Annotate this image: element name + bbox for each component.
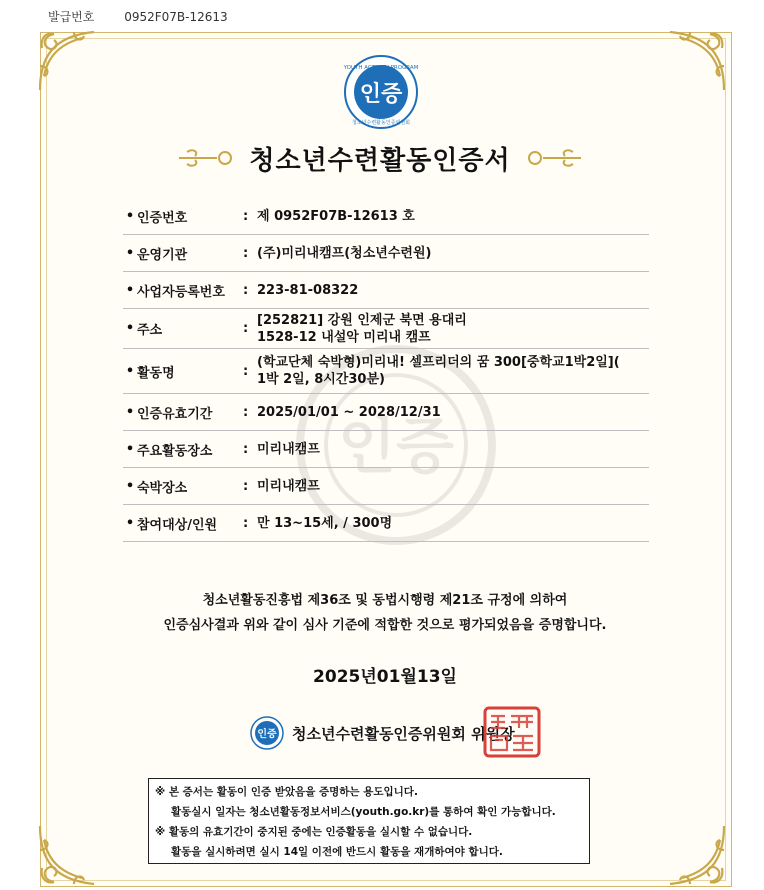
issuer-block [250,715,515,751]
field-value: 미리내캠프 [257,478,320,494]
issue-label: 발급번호 [48,10,95,24]
notice-line: ※ 본 증서는 활동이 인증 받았음을 증명하는 용도입니다. [155,786,418,798]
field-label: 참여대상/인원 [137,517,218,533]
field-colon: : [243,282,249,298]
corner-ornament-icon [660,820,730,890]
field-value: 2025/01/01 ~ 2028/12/31 [257,404,441,420]
certification-logo-icon [343,54,419,130]
field-label: 인증유효기간 [137,406,213,422]
bullet: • [125,441,135,457]
field-colon: : [243,208,249,224]
svg-text:청소년수련활동인증위원회: 청소년수련활동인증위원회 [352,120,410,126]
svg-text:YOUTH ACTIVITY PROGRAM: YOUTH ACTIVITY PROGRAM [343,65,419,71]
notice-line: ※ 활동의 유효기간이 중지된 중에는 인증활동을 실시할 수 없습니다. [155,826,473,838]
field-row-lodging [123,468,649,505]
field-label: 사업자등록번호 [137,284,225,300]
field-colon: : [243,245,249,261]
field-row-address [123,309,649,349]
field-value: (주)미리내캠프(청소년수련원) [257,245,432,261]
certificate-title: 청소년수련활동인증서 [249,145,511,176]
field-row-cert-number [123,198,649,235]
issue-date: 2025년01월13일 [313,667,457,687]
title-ornament-right-icon [523,146,583,170]
bullet: • [125,363,135,379]
bullet: • [125,515,135,531]
field-value: 미리내캠프 [257,441,320,457]
corner-ornament-icon [34,820,104,890]
certification-statement [120,588,650,638]
svg-text:인증: 인증 [257,729,277,740]
field-colon: : [243,515,249,531]
field-value: (학교단체 숙박형)미리내! 셀프리더의 꿈 300[중학교1박2일]( 1박 2일, 8시간30분) [257,355,620,387]
field-label: 활동명 [137,365,175,381]
field-colon: : [243,441,249,457]
official-seal-icon [483,706,541,758]
title-row [170,138,590,178]
field-row-activity-name [123,349,649,394]
field-label: 운영기관 [137,247,188,263]
field-value: 제 0952F07B-12613 호 [257,208,415,224]
bullet: • [125,321,135,336]
corner-ornament-icon [34,26,104,96]
notice-line: 활동실시 일자는 청소년활동정보서비스(youth.go.kr)를 통하여 확인 가능합니다. [171,806,556,818]
field-row-main-venue [123,431,649,468]
svg-text:인증: 인증 [359,82,403,107]
field-label: 인증번호 [137,210,188,226]
field-colon: : [243,363,249,379]
field-label: 숙박장소 [137,480,188,496]
notice-box [148,778,590,864]
issuer-logo-icon [250,716,284,750]
bullet: • [125,208,135,224]
field-label: 주소 [137,323,163,338]
notice-line: 활동을 실시하려면 실시 14일 이전에 반드시 활동을 재개하여야 합니다. [171,846,503,858]
corner-ornament-icon [660,26,730,96]
field-row-operator [123,235,649,272]
certificate-info-table [123,198,649,542]
statement-line: 인증심사결과 위와 같이 심사 기준에 적합한 것으로 평가되었음을 증명합니다. [163,618,607,633]
issuer-name: 청소년수련활동인증위원회 위원장 [292,724,515,743]
field-colon: : [243,321,249,336]
field-value: [252821] 강원 인제군 북면 용대리 1528-12 내설악 미리내 캠프 [257,312,467,345]
issue-number-line [48,8,228,25]
field-colon: : [243,478,249,494]
bullet: • [125,478,135,494]
field-value: 223-81-08322 [257,282,359,298]
field-label: 주요활동장소 [137,443,213,459]
field-row-business-number [123,272,649,309]
field-row-participants [123,505,649,542]
bullet: • [125,282,135,298]
bullet: • [125,404,135,420]
field-colon: : [243,404,249,420]
issue-number: 0952F07B-12613 [124,10,228,24]
field-row-valid-period [123,394,649,431]
svg-text:인증: 인증 [338,412,454,482]
statement-line: 청소년활동진흥법 제36조 및 동법시행령 제21조 규정에 의하여 [202,593,568,608]
field-value: 만 13~15세, / 300명 [257,515,393,531]
bullet: • [125,245,135,261]
title-ornament-left-icon [177,146,237,170]
